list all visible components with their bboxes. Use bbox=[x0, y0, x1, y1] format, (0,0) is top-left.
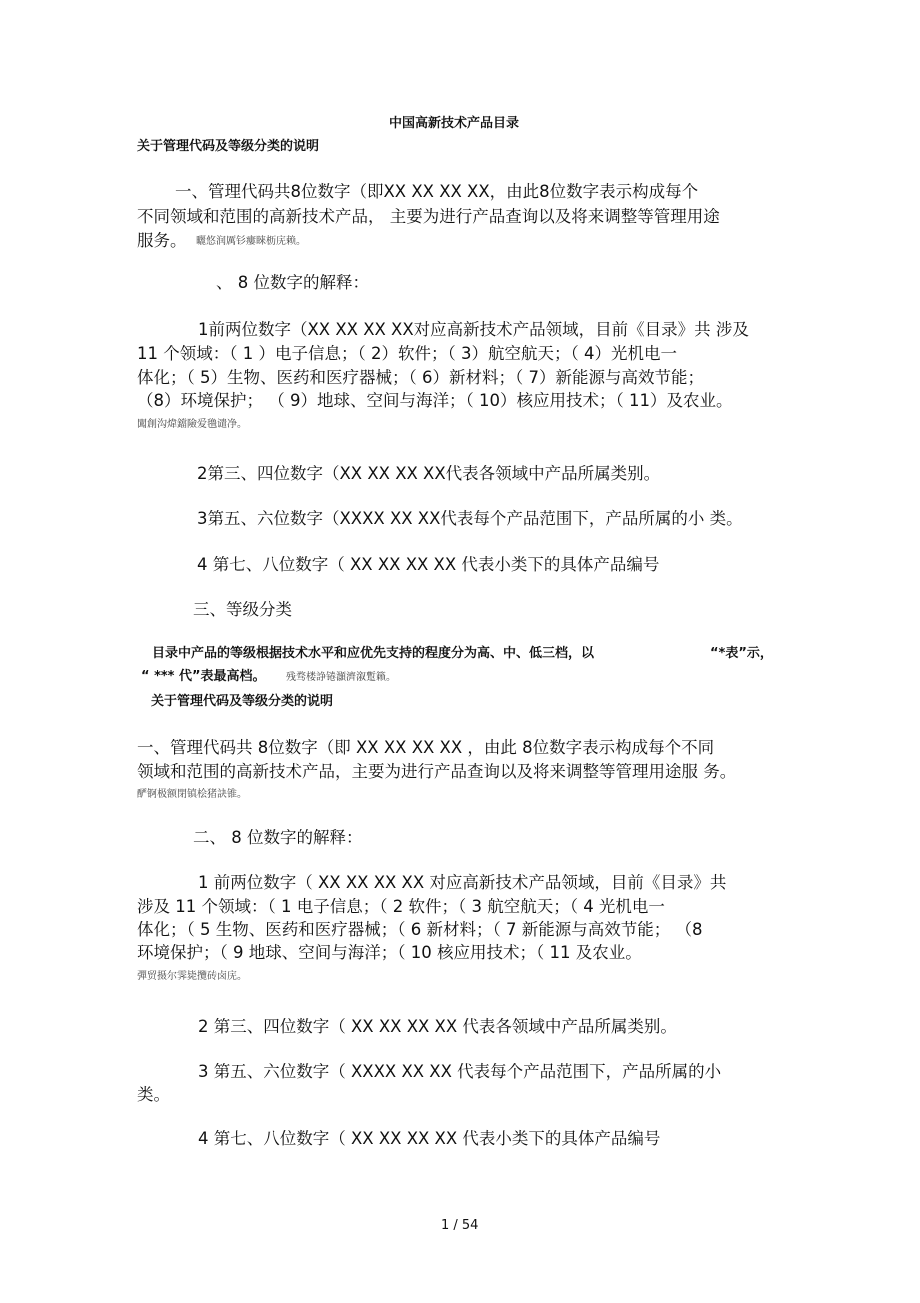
paragraph-line: 体化；（ 5 生物、医药和医疗器械；（ 6 新材料；（ 7 新能源与高效节能； （8 bbox=[137, 920, 703, 939]
paragraph-line: 领域和范围的高新技术产品，主要为进行产品查询以及将来调整等管理用途服 务。 bbox=[137, 762, 737, 781]
section-heading: 关于管理代码及等级分类的说明 bbox=[137, 139, 320, 154]
paragraph-line: 2 第三、四位数字（ XX XX XX XX 代表各领域中产品所属类别。 bbox=[198, 1017, 677, 1036]
paragraph-line: 一、管理代码共 8位数字（即 XX XX XX XX ，由此 8位数字表示构成每个不同 bbox=[137, 738, 715, 757]
subheading: 、 8 位数字的解释： bbox=[216, 273, 369, 292]
paragraph-line: 环境保护；（ 9 地球、空间与海洋；（ 10 核应用技术；（ 11 及农业。 bbox=[137, 943, 642, 962]
paragraph-line: 3第五、六位数字（XXXX XX XX代表每个产品范围下，产品所属的小 类。 bbox=[197, 509, 743, 528]
paragraph-line: 11 个领域：（ 1 ）电子信息；（ 2）软件；（ 3）航空航天；（ 4）光机电一 bbox=[137, 344, 677, 363]
paragraph-line: 一、管理代码共8位数字（即XX XX XX XX，由此8位数字表示构成每个 bbox=[175, 182, 699, 201]
subheading: 三、等级分类 bbox=[193, 600, 292, 619]
paragraph-line: 涉及 11 个领域：（ 1 电子信息；（ 2 软件；（ 3 航空航天；（ 4 光机电一 bbox=[137, 897, 665, 916]
paragraph-line: （8）环境保护； （ 9）地球、空间与海洋；（ 10）核应用技术；（ 11）及农业。 bbox=[137, 391, 733, 410]
garbled-note: 残骛楼諍锩灝濟溆蹔籟。 bbox=[286, 672, 396, 683]
garbled-note: 酽锕极额閉镇桧猪訣锥。 bbox=[137, 789, 247, 800]
page-number: 1 / 54 bbox=[441, 1218, 479, 1233]
garbled-note: 彈贸摄尔霁毙攬砖卤庑。 bbox=[137, 971, 247, 982]
paragraph-line: 2第三、四位数字（XX XX XX XX代表各领域中产品所属类别。 bbox=[197, 464, 661, 483]
subheading: 二、 8 位数字的解释： bbox=[193, 828, 363, 847]
garbled-note: 曬悠润厲钐瘻睞枥庑赖。 bbox=[196, 236, 306, 247]
section-heading: 关于管理代码及等级分类的说明 bbox=[151, 694, 334, 709]
paragraph-line: “*表”示， bbox=[710, 646, 773, 661]
paragraph-line: 不同领域和范围的高新技术产品， 主要为进行产品查询以及将来调整等管理用途 bbox=[137, 207, 720, 226]
paragraph-line: 类。 bbox=[137, 1085, 170, 1104]
paragraph-line: 3 第五、六位数字（ XXXX XX XX 代表每个产品范围下，产品所属的小 bbox=[198, 1062, 722, 1081]
garbled-note: 闖創沟煒鐺險爱氇谴净。 bbox=[137, 419, 247, 430]
paragraph-line: 目录中产品的等级根据技术水平和应优先支持的程度分为高、中、低三档，以 bbox=[152, 646, 595, 661]
paragraph-line: 体化；（ 5）生物、医药和医疗器械；（ 6）新材料；（ 7）新能源与高效节能； bbox=[137, 368, 704, 387]
paragraph-line: 服务。 bbox=[137, 231, 187, 250]
paragraph-line: 4 第七、八位数字（ XX XX XX XX 代表小类下的具体产品编号 bbox=[197, 555, 660, 574]
paragraph-line: 1前两位数字（XX XX XX XX对应高新技术产品领域，目前《目录》共 涉及 bbox=[198, 320, 749, 339]
paragraph-line: “ *** 代”表最高档。 bbox=[141, 669, 266, 684]
paragraph-line: 4 第七、八位数字（ XX XX XX XX 代表小类下的具体产品编号 bbox=[198, 1129, 661, 1148]
document-title: 中国高新技术产品目录 bbox=[389, 116, 520, 131]
paragraph-line: 1 前两位数字（ XX XX XX XX 对应高新技术产品领域，目前《目录》共 bbox=[198, 873, 727, 892]
